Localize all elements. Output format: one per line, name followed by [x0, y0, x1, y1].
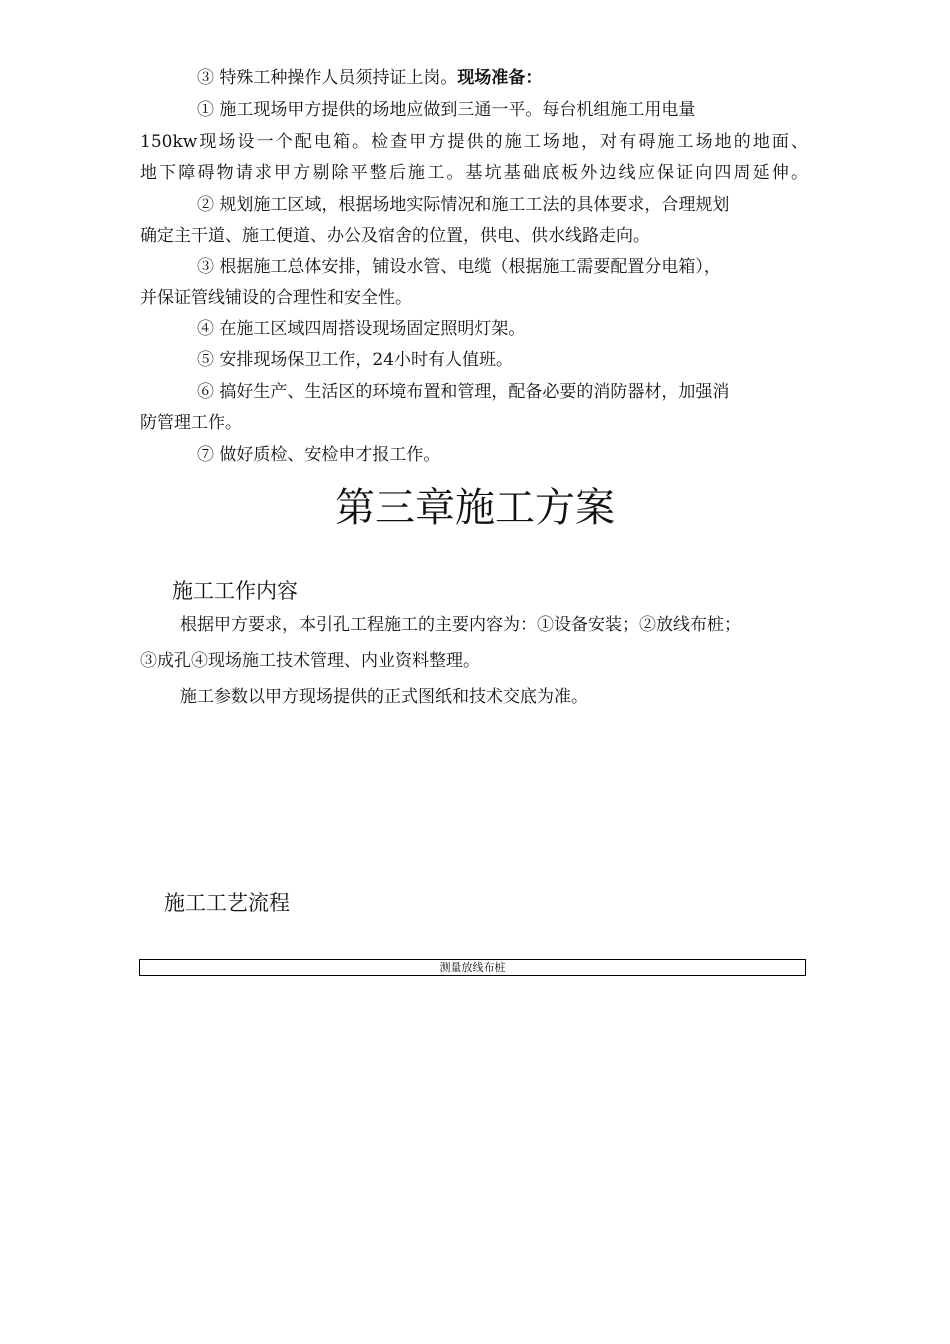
prep-item-1-line-3: 地下障碍物请求甲方剔除平整后施工。基坑基础底板外边线应保证向四周延伸。	[140, 163, 808, 183]
work-content-para1-line2: ③成孔④现场施工技术管理、内业资料整理。	[140, 651, 480, 671]
prep-item-5: ⑤ 安排现场保卫工作，24小时有人值班。	[197, 350, 514, 370]
prep-item-1-line-2: 150kw现场设一个配电箱。检查甲方提供的施工场地，对有碍施工场地的地面、	[140, 132, 808, 152]
prep-item-6-line-2: 防管理工作。	[140, 413, 242, 433]
site-prep-heading: 现场准备：	[457, 68, 543, 88]
process-flow-heading: 施工工艺流程	[164, 891, 290, 915]
prep-item-2-line-1: ② 规划施工区域，根据场地实际情况和施工工法的具体要求，合理规划	[197, 195, 730, 215]
prep-item-3-line-1: ③ 根据施工总体安排，铺设水管、电缆（根据施工需要配置分电箱），	[197, 257, 721, 277]
special-worker-note: ③ 特殊工种操作人员须持证上岗。	[197, 68, 458, 88]
flow-step-box-survey: 测量放线布桩	[139, 959, 806, 976]
prep-item-1-line-1: ① 施工现场甲方提供的场地应做到三通一平。每台机组施工用电量	[197, 100, 696, 120]
prep-item-4: ④ 在施工区域四周搭设现场固定照明灯架。	[197, 319, 526, 339]
work-content-para1-line1: 根据甲方要求，本引孔工程施工的主要内容为：①设备安装；②放线布桩；	[180, 615, 741, 635]
work-content-heading: 施工工作内容	[172, 579, 298, 603]
prep-intro-line	[197, 67, 542, 89]
prep-item-3-line-2: 并保证管线铺设的合理性和安全性。	[140, 288, 412, 308]
prep-item-6-line-1: ⑥ 搞好生产、生活区的环境布置和管理，配备必要的消防器材，加强消	[197, 382, 730, 402]
prep-item-7: ⑦ 做好质检、安检申才报工作。	[197, 445, 441, 465]
chapter-title: 第三章施工方案	[335, 485, 615, 531]
work-content-para2: 施工参数以甲方现场提供的正式图纸和技术交底为准。	[180, 687, 588, 707]
prep-item-2-line-2: 确定主干道、施工便道、办公及宿舍的位置，供电、供水线路走向。	[140, 226, 650, 246]
